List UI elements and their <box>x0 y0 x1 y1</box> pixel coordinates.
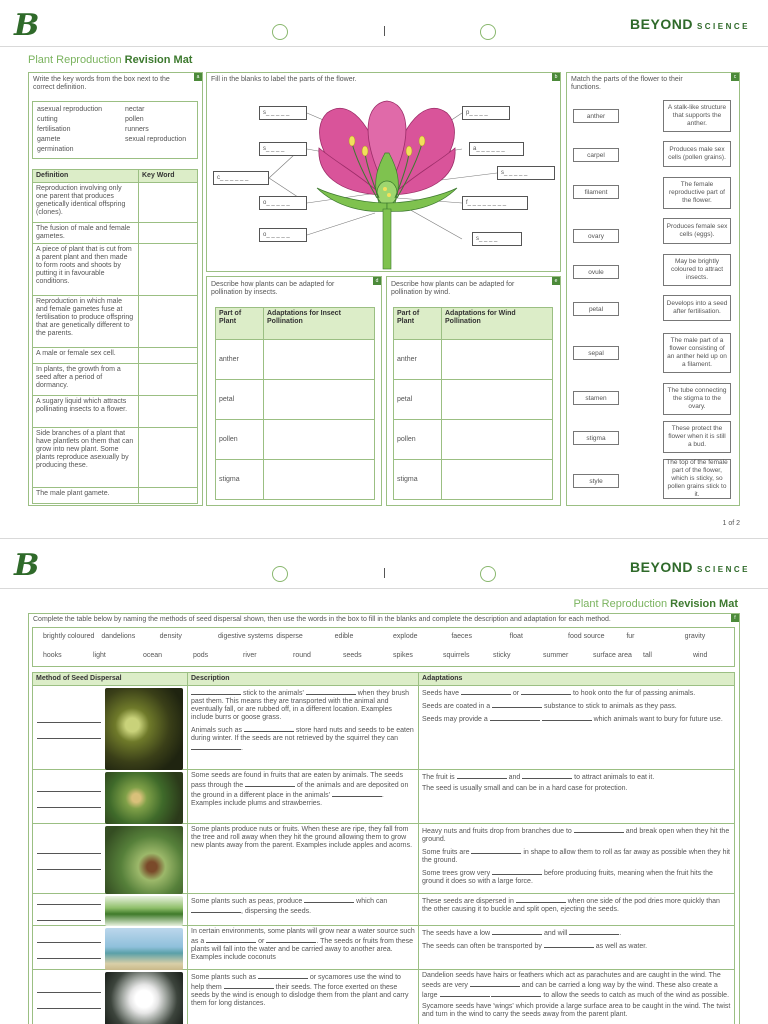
function-box[interactable]: Develops into a seed after fertilisation. <box>663 295 731 321</box>
keyword-item: nectar <box>125 106 145 113</box>
paragraph: Some plants such as or sycamores use the wind to help them their seeds. The force exerted on these seeds by the wind is enough to dislodge them from the plant and carry them for long distances. <box>191 974 409 1007</box>
adaptation-answer-cell[interactable] <box>264 420 375 460</box>
keyword-item: runners <box>125 126 149 133</box>
seed-photo <box>105 896 183 926</box>
fill-in-blank[interactable] <box>304 896 354 903</box>
adaptation-cell <box>419 770 735 824</box>
keyword-item: fertilisation <box>37 126 71 133</box>
method-answer-line[interactable] <box>37 738 101 739</box>
flower-part-stamen[interactable]: stamen <box>573 391 619 405</box>
word-bank-item: spikes <box>393 652 413 659</box>
definition-text: A male or female sex cell. <box>33 348 139 364</box>
adaptation-cell <box>419 824 735 894</box>
fill-in-blank[interactable] <box>332 790 382 797</box>
plant-part: petal <box>216 380 264 420</box>
adaptation-answer-cell[interactable] <box>264 340 375 380</box>
table-row <box>216 460 375 500</box>
fill-in-blank[interactable] <box>457 772 507 779</box>
fill-in-blank[interactable] <box>266 936 316 943</box>
method-cell <box>33 926 188 970</box>
word-bank-item: squirrels <box>443 652 470 659</box>
function-box[interactable]: May be brightly coloured to attract insects. <box>663 254 731 286</box>
word-bank <box>32 627 735 667</box>
page-title: Plant Reproduction Revision Mat <box>28 54 193 66</box>
fill-in-blank[interactable] <box>490 714 540 721</box>
insect-pollination-table: Part of Plant Adaptations for Insect Pollination anther petal pollen stigma <box>215 307 375 500</box>
word-bank-item: disperse <box>276 633 303 640</box>
description-cell <box>188 824 419 894</box>
method-cell <box>33 970 188 1024</box>
definition-row <box>33 296 198 348</box>
method-answer-line[interactable] <box>37 791 101 792</box>
fill-in-blank[interactable] <box>206 936 256 943</box>
seed-photo <box>105 928 183 970</box>
definition-row <box>33 183 198 223</box>
definition-text: Side branches of a plant that have plantlets on them that can grow into new plant. Some plants reproduce asexually by producing these. <box>33 428 139 488</box>
method-answer-line[interactable] <box>37 722 101 723</box>
punch-hole-icon <box>272 566 288 582</box>
flower-part-stigma[interactable]: stigma <box>573 431 619 445</box>
word-bank-item: fur <box>626 633 635 640</box>
paragraph: Some trees grow very before producing fruits, meaning when the fruit hits the ground it does so with a large force. <box>422 870 713 885</box>
punch-hole-icon <box>480 566 496 582</box>
word-bank-item: light <box>93 652 106 659</box>
table-row <box>394 460 553 500</box>
keyword-answer-cell[interactable] <box>139 348 198 364</box>
paragraph: Animals such as store hard nuts and seeds to be eaten during winter. If the seeds are not retrieved by the squirrel they can . <box>191 727 414 752</box>
paragraph: In certain environments, some plants will grow near a water source such as a or . The seeds or fruits from these plants will fall into the water and be carried away to another area. Examples include coconuts <box>191 928 415 961</box>
adaptation-cell <box>419 686 735 770</box>
page-number: 1 of 2 <box>722 520 740 527</box>
method-answer-line[interactable] <box>37 904 101 905</box>
word-bank-item: summer <box>543 652 569 659</box>
method-cell <box>33 686 188 770</box>
adaptation-cell <box>419 970 735 1024</box>
paragraph: Seeds have or to hook onto the fur of passing animals. <box>422 690 696 697</box>
word-bank-item: river <box>243 652 257 659</box>
adaptation-cell <box>419 894 735 926</box>
keyword-item: germination <box>37 146 74 153</box>
word-bank-item: brightly coloured <box>43 633 95 640</box>
seed-dispersal-table: Method of Seed Dispersal Description Adaptations stick to the animals' when they brush past them. This means they are transported with the animal and eventually fall, or are rubbed off, in a different location. Examples include burrs or goose grass. Animals such as store hard nuts and seeds to be eaten during winter. If the seeds are not retrieved by the squirrel they can . Seeds have or to hook onto the fur of passing animals. Seeds are coated in a substance to stick to animals as they pass. Seeds may provide a which animals want to bury for future use. Some seeds are found in fruits that are eaten by animals. The seeds pass through the of the animals and are deposited on the ground in a different place in the animals' . Examples include plums and strawberries. The fruit is and to attract animals to eat it. The seed is usually small and can be in a hard case for protection. Some plants produce nuts or fruits. When these are ripe, they fall from the tree and roll away when they hit the ground allowing them to grow new plants away from the parent. Examples include apples and acorns. Heavy nuts and fruits drop from branches due to and break open when they hit the ground. Some fruits are in shape to allow them to roll as far away as possible when they hit the ground. Some trees grow very before producing fruits, meaning when the fruit hits the ground it does so with a large force. Some plants such as peas, produce which can , dispersing the seeds. These seeds are dispersed in when one side of the pod dries more quickly than the other causing it to buckle and split open, ejecting the seeds. In certain environments, some plants will grow near a water source such as a or . The seeds or fruits from these plants will fall into the water and be carried away to another area. Examples include coconuts The seeds have a low and will . The seeds can often be transported by as well as water. Some plants such as or sycamores use the wind to help them their seeds. The force exerted on these seeds by the wind is enough to dislodge them from the plant and carry them for long distances. Dandelion seeds have hairs or feathers which act as parachutes and are caught in the wind. The seeds are very and can be carried a long way by the wind. These also create a large to allow the seeds to catch as much of the wind as possible. Sycamore seeds have 'wings' which provide a large surface area to be caught in the wind. The twist and turn in the wind to carry the seeds away from the parent plant. <box>32 672 735 1024</box>
label-filament[interactable]: f_ _ _ _ _ _ _ _ <box>462 196 528 210</box>
keyword-box <box>32 101 198 159</box>
description-cell <box>188 970 419 1024</box>
flower-part-ovary[interactable]: ovary <box>573 229 619 243</box>
punch-hole-icon <box>272 24 288 40</box>
flower-part-sepal[interactable]: sepal <box>573 346 619 360</box>
fill-in-blank[interactable] <box>224 982 274 989</box>
plant-part: anther <box>216 340 264 380</box>
keyword-answer-cell[interactable] <box>139 183 198 223</box>
word-bank-item: float <box>509 633 523 640</box>
fill-in-blank[interactable] <box>258 972 308 979</box>
fill-in-blank[interactable] <box>191 688 241 695</box>
section-c: c Match the parts of the flower to their functions. anther carpel filament ovary ovule petal sepal stamen stigma style A stalk-like structure that supports the anther. Produces male sex cells (pollen grains). The female reproductive part of the flower. Produces female sex cells (eggs). May be brightly coloured to attract insects. Develops into a seed after fertilisation. The male part of a flower consisting of an anther held up on a filament. The tube connecting the stigma to the ovary. These protect the flower when it is still a bud. The top of the female part of the flower, which is sticky, so pollen grains stick to it. <box>566 72 740 506</box>
plant-part: pollen <box>216 420 264 460</box>
brand-name: BEYOND SCIENCE <box>630 16 750 32</box>
word-bank-item: ocean <box>143 652 163 659</box>
method-answer-line[interactable] <box>37 920 101 921</box>
paragraph: Seeds are coated in a substance to stick to animals as they pass. <box>422 703 677 710</box>
keyword-item: sexual reproduction <box>125 136 187 143</box>
table-row <box>394 340 553 380</box>
paragraph: The seed is usually small and can be in a hard case for protection. <box>422 785 628 792</box>
fill-in-blank[interactable] <box>306 688 356 695</box>
definition-text: Reproduction in which male and female gametes fuse at fertilisation to produce offspring that are genetically different to the parents. <box>33 296 139 348</box>
label-sepal-top[interactable]: s_ _ _ _ _ <box>259 106 307 120</box>
dispersal-row <box>33 824 735 894</box>
description-cell <box>188 686 419 770</box>
word-bank-item: hooks <box>43 652 62 659</box>
word-bank-item: density <box>159 633 182 640</box>
fill-in-blank[interactable] <box>440 990 490 997</box>
fill-in-blank[interactable] <box>191 743 241 750</box>
flower-part-style[interactable]: style <box>573 474 619 488</box>
word-bank-item: gravity <box>684 633 706 640</box>
fill-in-blank[interactable] <box>542 714 592 721</box>
adaptation-answer-cell[interactable] <box>442 460 553 500</box>
fill-in-blank[interactable] <box>492 928 542 935</box>
paragraph: Seeds may provide a which animals want to bury for future use. <box>422 716 723 723</box>
fill-in-blank[interactable] <box>471 847 521 854</box>
adaptation-answer-cell[interactable] <box>442 380 553 420</box>
adaptation-answer-cell[interactable] <box>442 340 553 380</box>
keyword-item: gamete <box>37 136 61 143</box>
function-box[interactable]: These protect the flower when it is still a bud. <box>663 421 731 453</box>
label-petal[interactable]: p_ _ _ _ <box>462 106 510 120</box>
fill-in-blank[interactable] <box>574 826 624 833</box>
plant-part: stigma <box>394 460 442 500</box>
definition-row <box>33 364 198 396</box>
keyword-answer-cell[interactable] <box>139 244 198 296</box>
fill-in-blank[interactable] <box>191 906 241 913</box>
fill-in-blank[interactable] <box>521 688 571 695</box>
method-answer-line[interactable] <box>37 958 101 959</box>
page-title: Plant Reproduction Revision Mat <box>573 598 738 610</box>
paragraph: Dandelion seeds have hairs or feathers which act as parachutes and are caught in the wind. The seeds are very and can be carried a long way by the wind. These also create a large to allow the seeds to catch as much of the wind as possible. <box>422 972 730 999</box>
fill-in-blank[interactable] <box>470 980 520 987</box>
definition-text: The male plant gamete. <box>33 488 139 504</box>
word-bank-item: wind <box>693 652 708 659</box>
definition-row <box>33 488 198 504</box>
center-mark <box>384 568 385 578</box>
paragraph: Some plants such as peas, produce which can , dispersing the seeds. <box>191 898 388 915</box>
table-row <box>216 340 375 380</box>
word-bank-item: food source <box>568 633 605 640</box>
word-bank-item: dandelions <box>101 633 136 640</box>
word-bank-item: digestive systems <box>218 633 274 640</box>
fill-in-blank[interactable] <box>491 990 541 997</box>
adaptation-cell <box>419 926 735 970</box>
seed-photo <box>105 826 183 894</box>
brand-name: BEYOND SCIENCE <box>630 559 750 575</box>
definition-row <box>33 223 198 244</box>
wind-pollination-table: Part of Plant Adaptations for Wind Pollination anther petal pollen stigma <box>393 307 553 500</box>
keyword-answer-cell[interactable] <box>139 396 198 428</box>
word-bank-item: explode <box>393 633 418 640</box>
function-box[interactable]: The top of the female part of the flower, which is sticky, so pollen grains stick to it. <box>663 459 731 499</box>
flower-part-petal[interactable]: petal <box>573 302 619 316</box>
function-box[interactable]: The tube connecting the stigma to the ovary. <box>663 383 731 415</box>
label-ovule[interactable]: o_ _ _ _ _ <box>259 228 307 242</box>
label-ovary[interactable]: o_ _ _ _ _ <box>259 196 307 210</box>
definition-text: A piece of plant that is cut from a parent plant and then made to form roots and shoots by putting it in favourable conditions. <box>33 244 139 296</box>
fill-in-blank[interactable] <box>245 780 295 787</box>
description-cell <box>188 894 419 926</box>
fill-in-blank[interactable] <box>522 772 572 779</box>
method-answer-line[interactable] <box>37 869 101 870</box>
word-bank-item: tall <box>643 652 652 659</box>
word-bank-item: sticky <box>493 652 511 659</box>
method-answer-line[interactable] <box>37 942 101 943</box>
fill-in-blank[interactable] <box>544 941 594 948</box>
keyword-item: pollen <box>125 116 144 123</box>
fill-in-blank[interactable] <box>569 928 619 935</box>
paragraph: Some seeds are found in fruits that are eaten by animals. The seeds pass through the of the animals and are deposited on the ground in a different place in the animals' . Examples include plums and strawberries. <box>191 772 409 807</box>
method-cell <box>33 824 188 894</box>
flower-part-anther[interactable]: anther <box>573 109 619 123</box>
section-e: e Describe how plants can be adapted for pollination by wind. Part of Plant Adaptations for Wind Pollination anther petal pollen stigma <box>386 276 561 506</box>
function-box[interactable]: The male part of a flower consisting of an anther held up on a filament. <box>663 333 731 373</box>
paragraph: Sycamore seeds have 'wings' which provide a large surface area to be caught in the wind. The twist and turn in the wind to carry the seeds away from the parent plant. <box>422 1003 731 1018</box>
definition-table: Definition Key Word Reproduction involving only one parent that produces genetically identical offspring (clones). The fusion of male and female gametes. A piece of plant that is cut from a parent plant and then made to form roots and shoots by putting it in favourable conditions. Reproduction in which male and female gametes fuse at fertilisation to produce offspring that are genetically different to the parents. A male or female sex cell. In plants, the growth from a seed after a period of dormancy. A sugary liquid which attracts pollinating insects to a flower. Side branches of a plant that have plantlets on them that can grow into new plant. Some plants reproduce asexually by producing these. The male plant gamete. <box>32 169 198 504</box>
dispersal-row <box>33 894 735 926</box>
method-cell <box>33 770 188 824</box>
adaptation-answer-cell[interactable] <box>264 460 375 500</box>
fill-in-blank[interactable] <box>492 868 542 875</box>
section-a: a Write the key words from the box next to the correct definition. asexual reproduction cutting fertilisation gamete germination nectar pollen runners sexual reproduction Definition Key Word Reproduction involving only one parent that produces genetically identical offspring (clones). The fusion of male and female gametes. A piece of plant that is cut from a parent plant and then made to form roots and shoots by putting it in favourable conditions. Reproduction in which male and female gametes fuse at fertilisation to produce offspring that are genetically different to the parents. A male or female sex cell. In plants, the growth from a seed after a period of dormancy. A sugary liquid which attracts pollinating insects to a flower. Side branches of a plant that have plantlets on them that can grow into new plant. Some plants reproduce asexually by producing these. The male plant gamete. <box>28 72 203 506</box>
flower-part-carpel[interactable]: carpel <box>573 148 619 162</box>
label-carpel[interactable]: c_ _ _ _ _ _ <box>213 171 269 185</box>
paragraph: The fruit is and to attract animals to eat it. <box>422 774 655 781</box>
function-box[interactable]: The female reproductive part of the flower. <box>663 177 731 209</box>
paragraph: Some plants produce nuts or fruits. When these are ripe, they fall from the tree and roll away when they hit the ground allowing them to grow new plants away from the parent. Examples include apples and acorns. <box>191 826 413 849</box>
label-sepal-bottom[interactable]: s_ _ _ _ <box>472 232 522 246</box>
plant-part: petal <box>394 380 442 420</box>
table-row <box>216 380 375 420</box>
function-box[interactable]: Produces male sex cells (pollen grains). <box>663 141 731 167</box>
dispersal-row <box>33 926 735 970</box>
fill-in-blank[interactable] <box>244 725 294 732</box>
word-bank-item: seeds <box>343 652 362 659</box>
fill-in-blank[interactable] <box>516 896 566 903</box>
paragraph: stick to the animals' when they brush past them. This means they are transported with the animal and eventually fall, or are rubbed off, in a different location. Examples include burrs or goose grass. <box>191 690 410 721</box>
method-answer-line[interactable] <box>37 1008 101 1009</box>
dispersal-row <box>33 770 735 824</box>
center-mark <box>384 26 385 36</box>
fill-in-blank[interactable] <box>492 701 542 708</box>
description-cell <box>188 770 419 824</box>
section-b: b Fill in the blanks to label the parts of the flower. s_ _ _ _ _ p_ _ _ _ s_ _ _ _ a_ _ _ _ _ _ s_ _ _ _ _ c_ _ _ _ _ _ o_ _ _ _ _ f_ _ _ _ _ _ _ _ o_ _ _ _ _ s_ _ _ _ <box>206 72 561 272</box>
method-answer-line[interactable] <box>37 992 101 993</box>
definition-row <box>33 428 198 488</box>
adaptation-answer-cell[interactable] <box>442 420 553 460</box>
definition-text: The fusion of male and female gametes. <box>33 223 139 244</box>
function-box[interactable]: A stalk-like structure that supports the anther. <box>663 100 731 132</box>
plant-part: pollen <box>394 420 442 460</box>
seed-photo <box>105 972 183 1024</box>
table-row <box>394 380 553 420</box>
seed-photo <box>105 688 183 770</box>
flower-part-filament[interactable]: filament <box>573 185 619 199</box>
paragraph: The seeds have a low and will . <box>422 930 622 937</box>
definition-text: Reproduction involving only one parent that produces genetically identical offspring (clones). <box>33 183 139 223</box>
method-cell <box>33 894 188 926</box>
table-row <box>216 420 375 460</box>
keyword-item: cutting <box>37 116 58 123</box>
label-stigma[interactable]: s_ _ _ _ <box>259 142 307 156</box>
paragraph: These seeds are dispersed in when one side of the pod dries more quickly than the other causing it to buckle and split open, ejecting the seeds. <box>422 898 720 913</box>
function-box[interactable]: Produces female sex cells (eggs). <box>663 218 731 244</box>
word-bank-item: surface area <box>593 652 632 659</box>
adaptation-answer-cell[interactable] <box>264 380 375 420</box>
word-bank-item: pods <box>193 652 209 659</box>
section-f: f Complete the table below by naming the methods of seed dispersal shown, then use the words in the box to fill in the blanks and complete the description and adaptation for each method. brightly coloured dandelions density digestive systems disperse edible explode faeces float food source fur gravity hooks light ocean pods river round seeds spikes squirrels sticky summer surface area tall wind Method of Seed Dispersal Description Adaptations stick to the animals' when they brush past them. This means they are transported with the animal and eventually fall, or are rubbed off, in a different location. Examples include burrs or goose grass. Animals such as store hard nuts and seeds to be eaten during winter. If the seeds are not retrieved by the squirrel they can . Seeds have or to hook onto the fur of passing animals. Seeds are coated in a substance to stick to animals as they pass. Seeds may provide a which animals want to bury for future use. Some seeds are found in fruits that are eaten by animals. The seeds pass through the of the animals and are deposited on the ground in a different place in the animals' . Examples include plums and strawberries. The fruit is and to attract animals to eat it. The seed is usually small and can be in a hard case for protection. Some plants produce nuts or fruits. When these are ripe, they fall from the tree and roll away when they hit the ground allowing them to grow new plants away from the parent. Examples include apples and acorns. Heavy nuts and fruits drop from branches due to and break open when they hit the ground. Some fruits are in shape to allow them to roll as far away as possible when they hit the ground. Some trees grow very before producing fruits, meaning when the fruit hits the ground it does so with a large force. Some plants such as peas, produce which can , dispersing the seeds. These seeds are dispersed in when one side of the pod dries more quickly than the other causing it to buckle and split open, ejecting the seeds. In certain environments, some plants will grow near a water source such as a or . The seeds or fruits from these plants will fall into the water and be carried away to another area. Examples include coconuts The seeds have a low and will . The seeds can often be transported by as well as water. Some plants such as or sycamores use the wind to help them their seeds. The force exerted on these seeds by the wind is enough to dislodge them from the plant and carry them for long distances. Dandelion seeds have hairs or feathers which act as parachutes and are caught in the wind. The seeds are very and can be carried a long way by the wind. These also create a large to allow the seeds to catch as much of the wind as possible. Sycamore seeds have 'wings' which provide a large surface area to be caught in the wind. The twist and turn in the wind to carry the seeds away from the parent plant. <box>28 613 740 1024</box>
seed-photo <box>105 772 183 824</box>
punch-hole-icon <box>480 24 496 40</box>
method-answer-line[interactable] <box>37 807 101 808</box>
paragraph: The seeds can often be transported by as well as water. <box>422 943 648 950</box>
definition-row <box>33 244 198 296</box>
dispersal-row <box>33 970 735 1024</box>
definition-row <box>33 396 198 428</box>
section-d: d Describe how plants can be adapted for pollination by insects. Part of Plant Adaptations for Insect Pollination anther petal pollen stigma <box>206 276 382 506</box>
keyword-answer-cell[interactable] <box>139 428 198 488</box>
flower-part-ovule[interactable]: ovule <box>573 265 619 279</box>
description-cell <box>188 926 419 970</box>
word-bank-item: round <box>293 652 311 659</box>
word-bank-item: edible <box>334 633 354 640</box>
label-anther[interactable]: a_ _ _ _ _ _ <box>469 142 524 156</box>
dispersal-row <box>33 686 735 770</box>
beyond-logo-icon: B <box>14 548 40 583</box>
keyword-answer-cell[interactable] <box>139 223 198 244</box>
plant-part: stigma <box>216 460 264 500</box>
definition-text: In plants, the growth from a seed after a period of dormancy. <box>33 364 139 396</box>
definition-row <box>33 348 198 364</box>
keyword-answer-cell[interactable] <box>139 296 198 348</box>
method-answer-line[interactable] <box>37 853 101 854</box>
table-row <box>394 420 553 460</box>
plant-part: anther <box>394 340 442 380</box>
label-style[interactable]: s_ _ _ _ _ <box>497 166 555 180</box>
paragraph: Some fruits are in shape to allow them to roll as far away as possible when they hit the ground. <box>422 849 730 864</box>
fill-in-blank[interactable] <box>461 688 511 695</box>
definition-text: A sugary liquid which attracts pollinating insects to a flower. <box>33 396 139 428</box>
keyword-answer-cell[interactable] <box>139 488 198 504</box>
word-bank-item: faeces <box>451 633 472 640</box>
paragraph: Heavy nuts and fruits drop from branches due to and break open when they hit the ground. <box>422 828 730 843</box>
keyword-answer-cell[interactable] <box>139 364 198 396</box>
keyword-item: asexual reproduction <box>37 106 102 113</box>
beyond-logo-icon: B <box>14 8 40 43</box>
